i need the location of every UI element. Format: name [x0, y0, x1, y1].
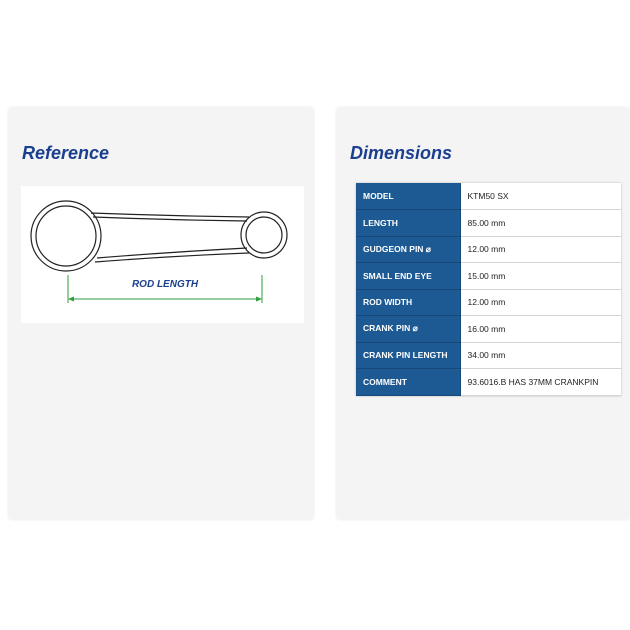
row-value: 12.00 mm: [460, 289, 621, 316]
table-row: [356, 342, 621, 369]
dimensions-panel: [336, 107, 630, 520]
row-label: MODEL: [356, 183, 460, 210]
connecting-rod-drawing: [31, 201, 287, 271]
row-value: 34.00 mm: [460, 342, 621, 369]
row-label: CRANK PIN LENGTH: [356, 342, 460, 369]
table-row: [356, 369, 621, 396]
row-label: SMALL END EYE: [356, 263, 460, 290]
table-row: [356, 210, 621, 237]
table-row: [356, 289, 621, 316]
row-value: 12.00 mm: [460, 236, 621, 263]
row-label: LENGTH: [356, 210, 460, 237]
table-row: [356, 183, 621, 210]
rod-length-label: ROD LENGTH: [131, 279, 199, 290]
reference-panel: [8, 107, 314, 520]
row-value: 93.6016.B HAS 37MM CRANKPIN: [460, 369, 621, 396]
row-label: CRANK PIN ⌀: [356, 316, 460, 343]
table-row: [356, 263, 621, 290]
row-value: 85.00 mm: [460, 210, 621, 237]
row-value: 16.00 mm: [460, 316, 621, 343]
connecting-rod-diagram: [21, 186, 304, 323]
row-value: KTM50 SX: [460, 183, 621, 210]
reference-title: Reference: [22, 143, 110, 163]
dimensions-title: Dimensions: [350, 143, 453, 163]
row-label: COMMENT: [356, 369, 460, 396]
row-value: 15.00 mm: [460, 263, 621, 290]
dimensions-table: [356, 183, 621, 396]
table-row: [356, 236, 621, 263]
row-label: ROD WIDTH: [356, 289, 460, 316]
table-row: [356, 316, 621, 343]
row-label: GUDGEON PIN ⌀: [356, 236, 460, 263]
